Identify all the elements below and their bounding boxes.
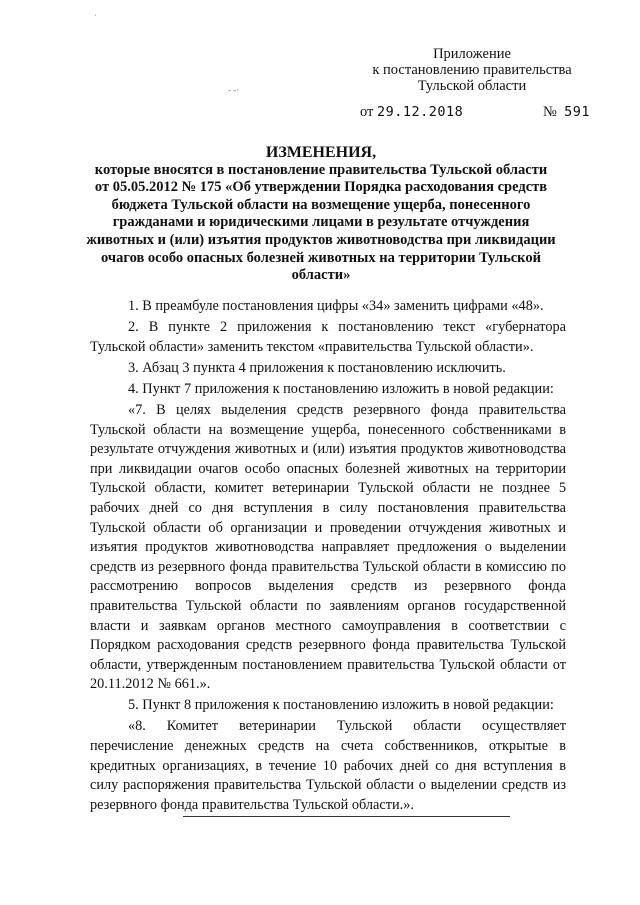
document-body (90, 297, 566, 817)
paragraph-4-quote: «7. В целях выделения средств резервного фонда правительства Тульской области на возмещение ущерба, понесенного собственниками в результате отчуждения животных и (или) изъятия продуктов животноводства при ликвидации очагов особо опасных болезней животных на территории Тульской области, комитет ветеринарии Тульской области не позднее 5 рабочих дней со дня вступления в силу постановления правительства Тульской области об организации и проведении отчуждения животных и изъятия продуктов животноводства направляет предложения о выделении средств из резервного фонда правительства Тульской области в комиссию по рассмотрению вопросов выделения средств из резервного фонда правительства Тульской области по заявлениям органов государственной власти и заявкам органов местного самоуправления в соответствии с Порядком расходования средств резервного фонда правительства Тульской области, утвержденным постановлением правительства Тульской области от 20.11.2012 № 661.». (90, 401, 566, 693)
appendix-line-3: Тульской области (417, 78, 527, 94)
number-value: 591 (564, 104, 590, 120)
scan-speck: ˈ (94, 13, 97, 23)
paragraph-2: 2. В пункте 2 приложения к постановлению текст «губернатора Тульской области» заменить текстом «правительства Тульской области». (90, 319, 566, 355)
date-value: 29.12.2018 (377, 104, 464, 120)
paragraph-1: 1. В преамбуле постановления цифры «34» заменить цифрами «48». (128, 298, 544, 314)
paragraph-4: 4. Пункт 7 приложения к постановлению изложить в новой редакции: (128, 380, 554, 397)
document-subtitle: которые вносятся в постановление правительства Тульской области от 05.05.2012 № 175 «Об утверждении Порядка расходования средств бюджета Тульской области на возмещение ущерба, понесенного гражданами и юридическими лицами в результате отчуждения животных и (или) изъятия продуктов животноводства при ликвидации очагов особо опасных болезней животных на территории Тульской области» (86, 161, 556, 284)
number-group (543, 104, 590, 121)
document-heading (86, 144, 556, 285)
date-group (360, 104, 463, 121)
paragraph-5: 5. Пункт 8 приложения к постановлению изложить в новой редакции: (128, 697, 554, 714)
appendix-line-2: к постановлению правительства (372, 62, 572, 78)
date-label: от (360, 104, 374, 120)
appendix-line-1: Приложение (433, 46, 511, 62)
number-label: № (543, 104, 557, 120)
scan-speck: - -· (228, 85, 240, 95)
document-title: ИЗМЕНЕНИЯ, (265, 144, 377, 161)
date-number-line (360, 104, 590, 121)
closing-rule (183, 816, 510, 817)
appendix-header (372, 46, 572, 94)
paragraph-3: 3. Абзац 3 пункта 4 приложения к постановлению исключить. (128, 359, 506, 376)
paragraph-5-quote: «8. Комитет ветеринарии Тульской области осуществляет перечисление денежных средств на счета собственников, открытые в кредитных организациях, в течение 10 рабочих дней со дня вступления в силу распоряжения правительства Тульской области о выделении средств из резервного фонда правительства Тульской области.». (90, 718, 566, 813)
